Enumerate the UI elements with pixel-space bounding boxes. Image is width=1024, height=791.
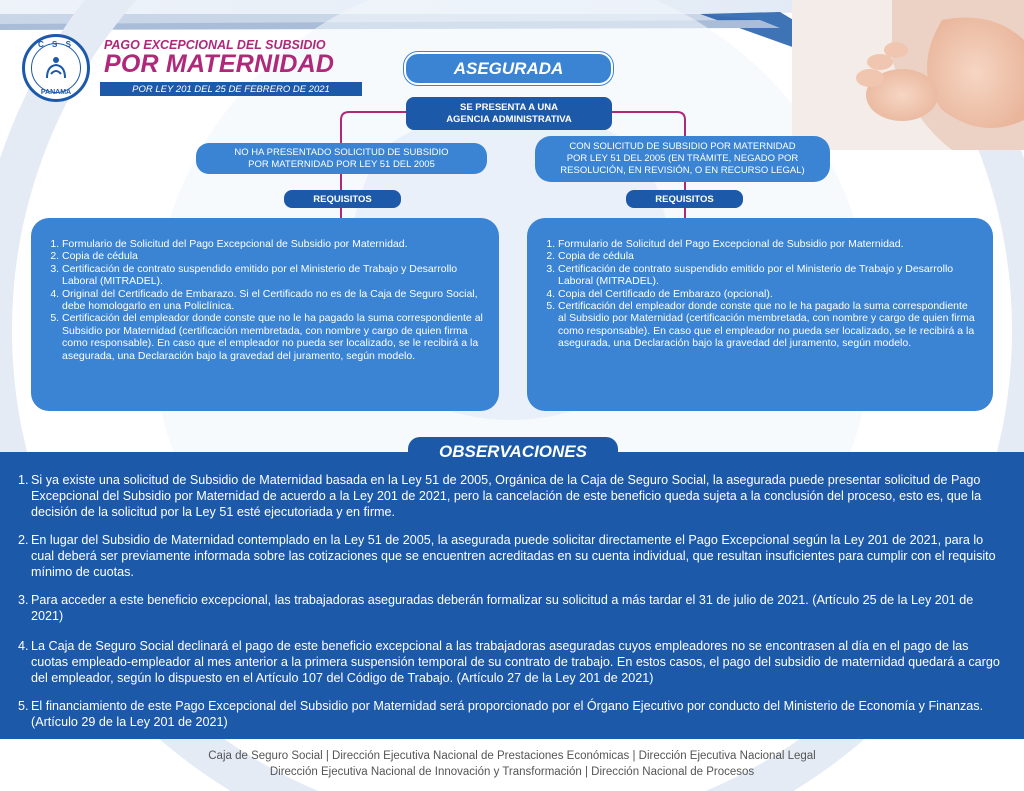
observation-text: Si ya existe una solicitud de Subsidio de Maternidad basada en la Ley 51 de 2005, Orgánica de la Caja de Seguro Social, la asegurada puede presentar solicitud de Pago Excepcional del Subsidio por Maternidad de acuerdo a la Ley 201 de 2021, pero la cancelación de este beneficio queda sujeta a la conclusión del proceso, esto es, que la decisión de la solicitud por la Ley 51 esté ejecutoriada y en firme. — [31, 473, 982, 519]
css-logo — [22, 34, 90, 102]
title-line-2: POR MATERNIDAD — [104, 50, 335, 78]
observation-item — [18, 592, 1003, 624]
right-requirements-box — [527, 218, 993, 411]
left-branch-line: NO HA PRESENTADO SOLICITUD DE SUBSIDIO — [234, 146, 449, 158]
left-branch-line: POR MATERNIDAD POR LEY 51 DEL 2005 — [248, 158, 435, 170]
logo-text-top: C S S — [38, 40, 74, 49]
footer-line-1: Caja de Seguro Social | Dirección Ejecutiva Nacional de Prestaciones Económicas | Dirección Ejecutiva Nacional Legal — [208, 750, 816, 762]
requirement-item: 1. Formulario de Solicitud del Pago Excepcional de Subsidio por Maternidad. — [558, 238, 977, 250]
requirement-item: 5. Certificación del empleador donde conste que no le ha pagado la suma correspondiente al Subsidio por Maternidad (certificación membretada, con nombre y cargo de quien firma como responsable). En caso que el empleador no pueda ser localizado, se le recibirá a la asegurada, una Declaración bajo la gravedad del juramento, según modelo. — [62, 312, 483, 362]
left-requirements-box — [31, 218, 499, 411]
right-branch-line: POR LEY 51 DEL 2005 (EN TRÁMITE, NEGADO POR — [566, 153, 799, 164]
observation-number: 1. — [18, 473, 29, 487]
observation-text: En lugar del Subsidio de Maternidad contemplado en la Ley 51 de 2005, la asegurada puede solicitar directamente el Pago Excepcional según la Ley 201 de 2021, para lo cual deberá ser previamente informada sobre las cotizaciones que se encuentren acreditadas en su cuenta individual, que resultan insuficientes para cumplir con el requisito mínimo de cuotas. — [31, 533, 996, 579]
logo-text-bottom: PANAMA — [40, 89, 72, 96]
requirement-item: 4. Copia del Certificado de Embarazo (opcional). — [558, 288, 977, 300]
observation-number: 5. — [18, 699, 29, 713]
footer-line-2: Dirección Ejecutiva Nacional de Innovación y Transformación | Dirección Nacional de Procesos — [269, 766, 755, 778]
law-reference-bar: POR LEY 201 DEL 25 DE FEBRERO DE 2021 — [100, 82, 362, 96]
footer — [0, 748, 1024, 780]
left-requirements-list — [47, 238, 483, 362]
hand-photo — [792, 0, 1024, 150]
right-requirements-list — [543, 238, 977, 350]
observation-item — [18, 638, 1003, 686]
requirement-item: 1. Formulario de Solicitud del Pago Excepcional de Subsidio por Maternidad. — [62, 238, 483, 250]
right-requirements-label: REQUISITOS — [626, 190, 743, 208]
agency-line: SE PRESENTA A UNA — [459, 101, 558, 113]
observation-text: Para acceder a este beneficio excepcional, las trabajadoras aseguradas deberán formalizar su solicitud a más tardar el 31 de julio de 2021. (Artículo 25 de la Ley 201 de 2021) — [31, 593, 974, 623]
left-requirements-label: REQUISITOS — [284, 190, 401, 208]
agency-line: AGENCIA ADMINISTRATIVA — [446, 113, 572, 125]
observation-number: 2. — [18, 533, 29, 547]
requirement-item: 4. Original del Certificado de Embarazo. Si el Certificado no es de la Caja de Seguro Social, debe homologarlo en una Policlínica. — [62, 288, 483, 313]
right-branch-node — [535, 136, 830, 182]
requirement-item: 5. Certificación del empleador donde conste que no le ha pagado la suma correspondiente al Subsidio por Maternidad (certificación membretada, con nombre y cargo de quien firma como responsable). En caso que el empleador no pueda ser localizado, se le recibirá a la asegurada, una Declaración bajo la gravedad del juramento, según modelo. — [558, 300, 977, 350]
requirement-item: 3. Certificación de contrato suspendido emitido por el Ministerio de Trabajo y Desarrollo Laboral (MITRADEL). — [558, 263, 977, 288]
observations-title: OBSERVACIONES — [408, 437, 618, 467]
observation-item — [18, 472, 1003, 520]
right-branch-line: CON SOLICITUD DE SUBSIDIO POR MATERNIDAD — [569, 141, 796, 152]
asegurada-node: ASEGURADA — [404, 52, 613, 85]
agency-node — [406, 97, 612, 130]
observation-number: 3. — [18, 593, 29, 607]
observation-text: La Caja de Seguro Social declinará el pago de este beneficio excepcional a las trabajadoras aseguradas cuyos empleadores no se encontrasen al día en el pago de las cuotas empleado-empleador al mes anterior a la primera suspensión temporal de su contrato de trabajo. En estos casos, el pago del subsidio de maternidad quedará a cargo del empleador, según lo dispuesto en el Artículo 107 del Código de Trabajo. (Artículo 27 de la Ley 201 de 2021) — [31, 639, 1000, 685]
requirement-item: 2. Copia de cédula — [558, 250, 977, 262]
requirement-item: 3. Certificación de contrato suspendido emitido por el Ministerio de Trabajo y Desarrollo Laboral (MITRADEL). — [62, 263, 483, 288]
requirement-item: 2. Copia de cédula — [62, 250, 483, 262]
observation-number: 4. — [18, 639, 29, 653]
observation-item — [18, 532, 1003, 580]
right-branch-line: RESOLUCIÓN, EN REVISIÓN, O EN RECURSO LEGAL) — [560, 165, 805, 176]
left-branch-node — [196, 143, 487, 174]
observation-text: El financiamiento de este Pago Excepcional del Subsidio por Maternidad será proporcionado por el Órgano Ejecutivo por conducto del Ministerio de Economía y Finanzas. (Artículo 29 de la Ley 201 de 2021) — [31, 699, 984, 729]
observation-item — [18, 698, 1003, 730]
title-line-1: PAGO EXCEPCIONAL DEL SUBSIDIO — [104, 38, 326, 52]
family-icon — [43, 54, 69, 80]
